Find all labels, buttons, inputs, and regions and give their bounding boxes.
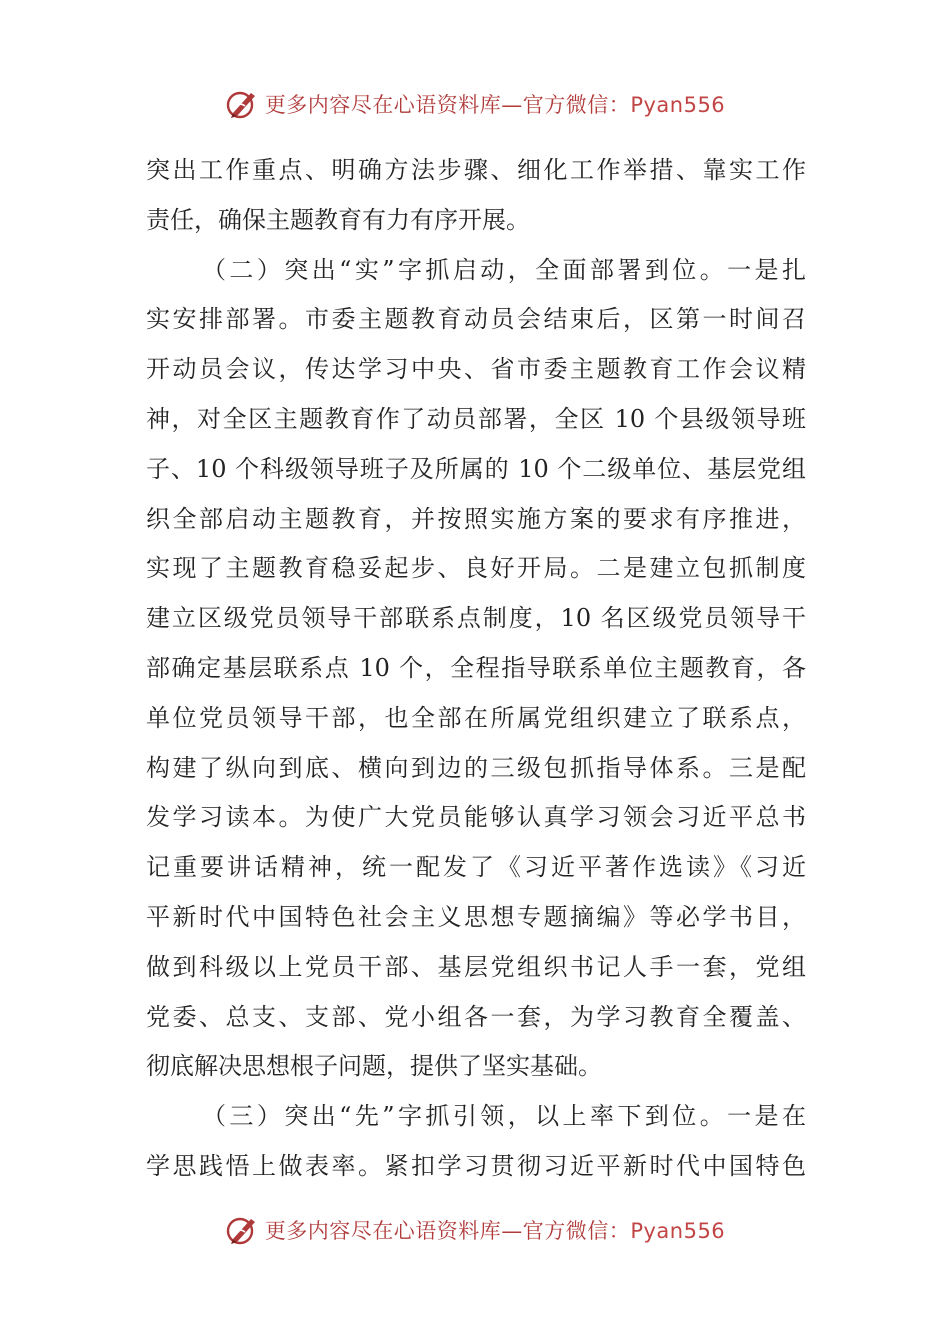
watermark-text [265,89,725,119]
pen-logo-icon [225,87,259,121]
text-line: 做到科级以上党员干部、基层党组织书记人手一套，党组 [146,952,806,981]
text-line: 彻底解决思想根子问题，提供了坚实基础。 [146,1052,602,1081]
footer-watermark [0,1208,950,1252]
paragraph-heading-line: （三）突出“先”字抓引领，以上率下到位。一是在 [202,1102,806,1131]
watermark-id: Pyan556 [630,1219,726,1243]
text-line: 记重要讲话精神，统一配发了《习近平著作选读》《习近 [146,853,806,882]
text-line: 开动员会议，传达学习中央、省市委主题教育工作会议精 [146,355,806,384]
pen-logo-icon [225,1213,259,1247]
text-line: 子、10 个科级领导班子及所属的 10 个二级单位、基层党组 [146,454,806,483]
text-line: 学思践悟上做表率。紧扣学习贯彻习近平新时代中国特色 [146,1151,806,1180]
text-line: 构建了纵向到底、横向到边的三级包抓指导体系。三是配 [146,753,806,782]
text-line: 建立区级党员领导干部联系点制度，10 名区级党员领导干 [146,604,806,633]
text-line: 织全部启动主题教育，并按照实施方案的要求有序推进， [146,504,806,533]
paragraph-heading-line: （二）突出“实”字抓启动，全面部署到位。一是扎 [202,255,806,284]
text-line: 实现了主题教育稳妥起步、良好开局。二是建立包抓制度 [146,554,806,583]
text-line: 神，对全区主题教育作了动员部署，全区 10 个县级领导班 [146,404,806,433]
text-line: 部确定基层联系点 10 个，全程指导联系单位主题教育，各 [146,653,806,682]
text-line: 发学习读本。为使广大党员能够认真学习领会习近平总书 [146,803,806,832]
document-body [146,146,806,1192]
watermark-label: 更多内容尽在心语资料库—官方微信： [264,93,631,117]
watermark-label: 更多内容尽在心语资料库—官方微信： [264,1219,631,1243]
text-line: 突出工作重点、明确方法步骤、细化工作举措、靠实工作 [146,156,806,184]
text-line: 单位党员领导干部，也全部在所属党组织建立了联系点， [146,703,806,732]
watermark-text [265,1215,725,1245]
text-line: 党委、总支、支部、党小组各一套，为学习教育全覆盖、 [146,1002,806,1031]
text-line: 实安排部署。市委主题教育动员会结束后，区第一时间召 [146,305,806,334]
text-line: 平新时代中国特色社会主义思想专题摘编》等必学书目， [146,902,806,931]
text-line: 责任，确保主题教育有力有序开展。 [146,205,530,234]
header-watermark [0,82,950,126]
watermark-id: Pyan556 [630,93,726,117]
